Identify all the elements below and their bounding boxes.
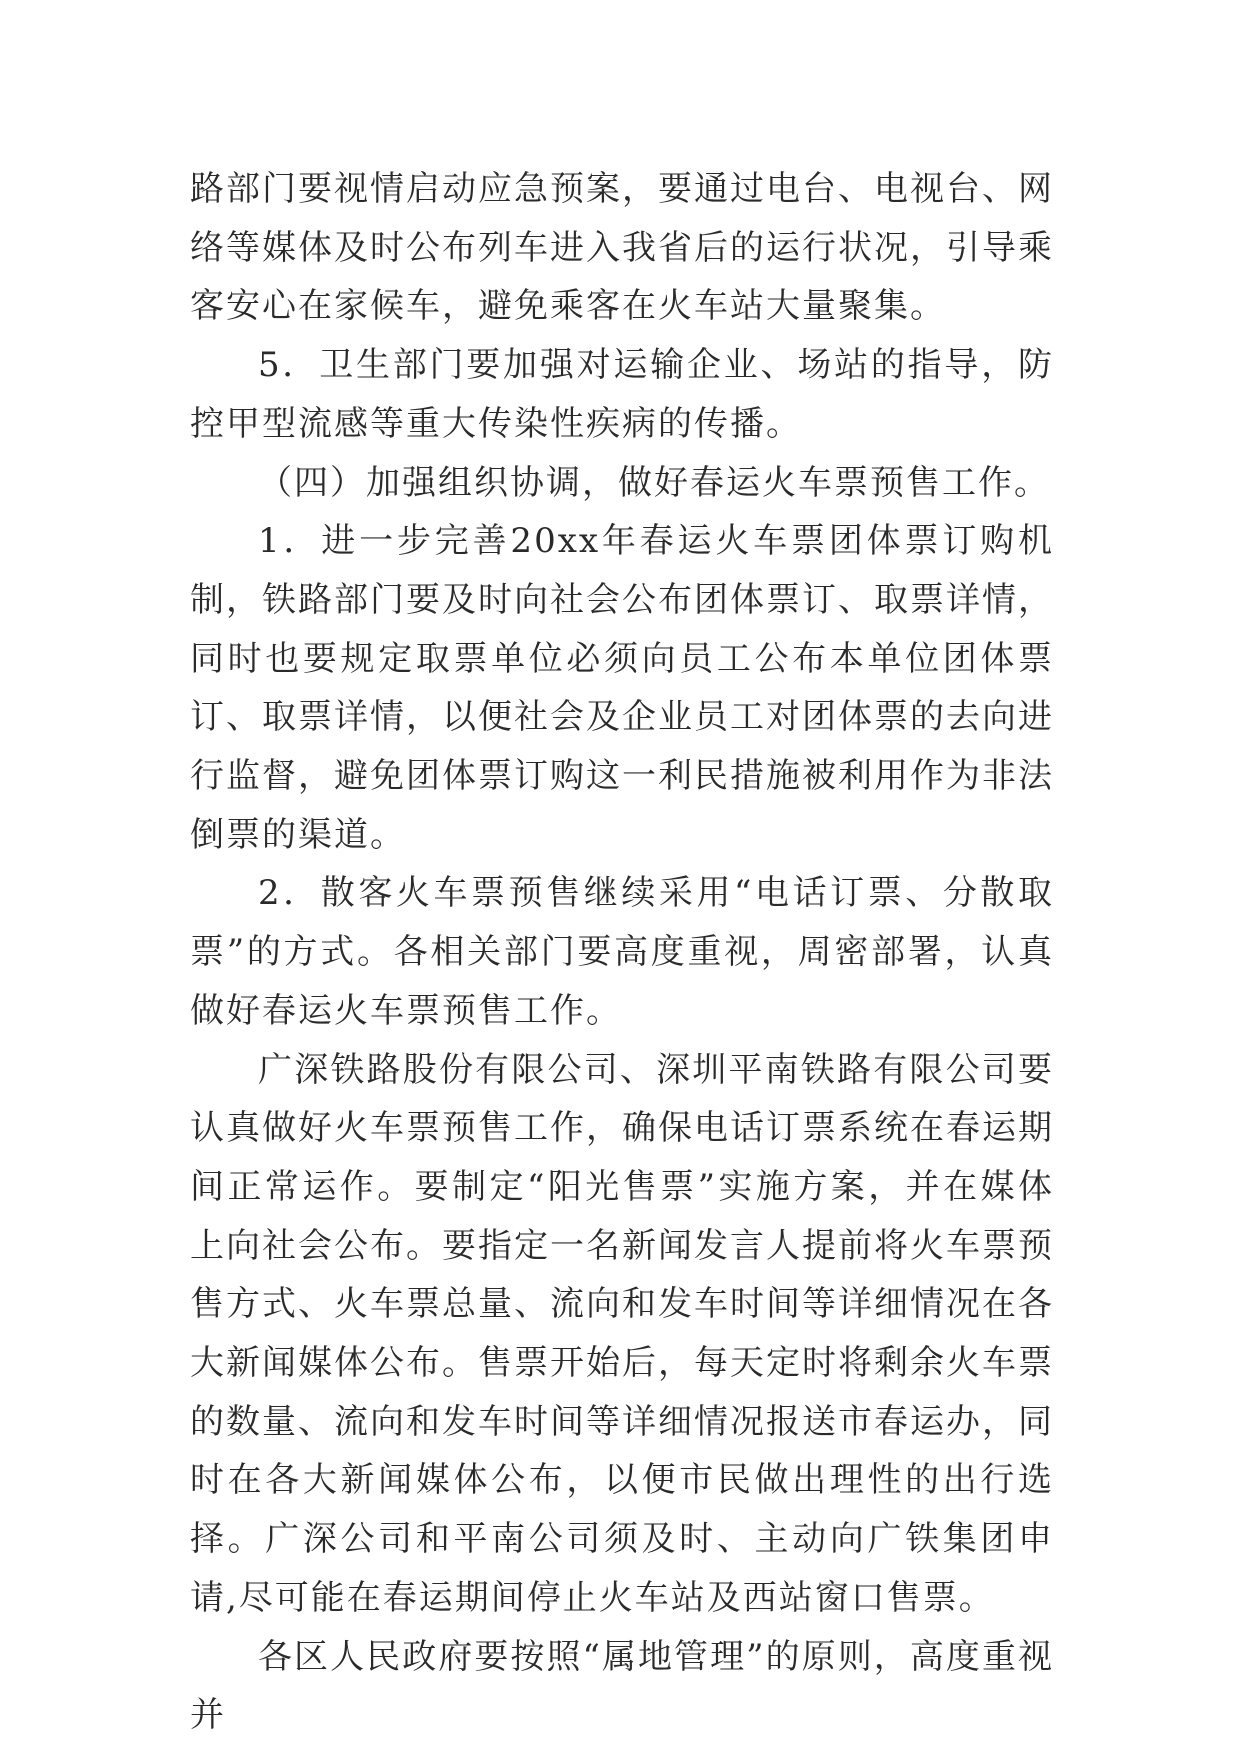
paragraph-railway-companies: 广深铁路股份有限公司、深圳平南铁路有限公司要认真做好火车票预售工作，确保电话订票系统在春运期间正常运作。要制定“阳光售票”实施方案，并在媒体上向社会公布。要指定一名新闻发言人提前将火车票预售方式、火车票总量、流向和发车时间等详细情况在各大新闻媒体公布。售票开始后，每天定时将剩余火车票的数量、流向和发车时间等详细情况报送市春运办，同时在各大新闻媒体公布，以便市民做出理性的出行选择。广深公司和平南公司须及时、主动向广铁集团申请,尽可能在春运期间停止火车站及西站窗口售票。 (190, 1049, 1054, 1618)
paragraph-item-2: 2．散客火车票预售继续采用“电话订票、分散取票”的方式。各相关部门要高度重视，周密部署，认真做好春运火车票预售工作。 (190, 873, 1054, 1031)
paragraph-item-5: 5．卫生部门要加强对运输企业、场站的指导，防控甲型流感等重大传染性疾病的传播。 (190, 345, 1054, 444)
document-body (190, 160, 1054, 1745)
section-heading-4: （四）加强组织协调，做好春运火车票预售工作。 (258, 462, 1050, 503)
paragraph-district-governments: 各区人民政府要按照“属地管理”的原则，高度重视并 (190, 1636, 1054, 1736)
paragraph-item-1: 1．进一步完善20xx年春运火车票团体票订购机制，铁路部门要及时向社会公布团体票订、取票详情，同时也要规定取票单位必须向员工公布本单位团体票订、取票详情，以便社会及企业员工对团体票的去向进行监督，避免团体票订购这一利民措施被利用作为非法倒票的渠道。 (190, 521, 1054, 855)
paragraph-continuation: 路部门要视情启动应急预案，要通过电台、电视台、网络等媒体及时公布列车进入我省后的运行状况，引导乘客安心在家候车，避免乘客在火车站大量聚集。 (190, 169, 1054, 327)
